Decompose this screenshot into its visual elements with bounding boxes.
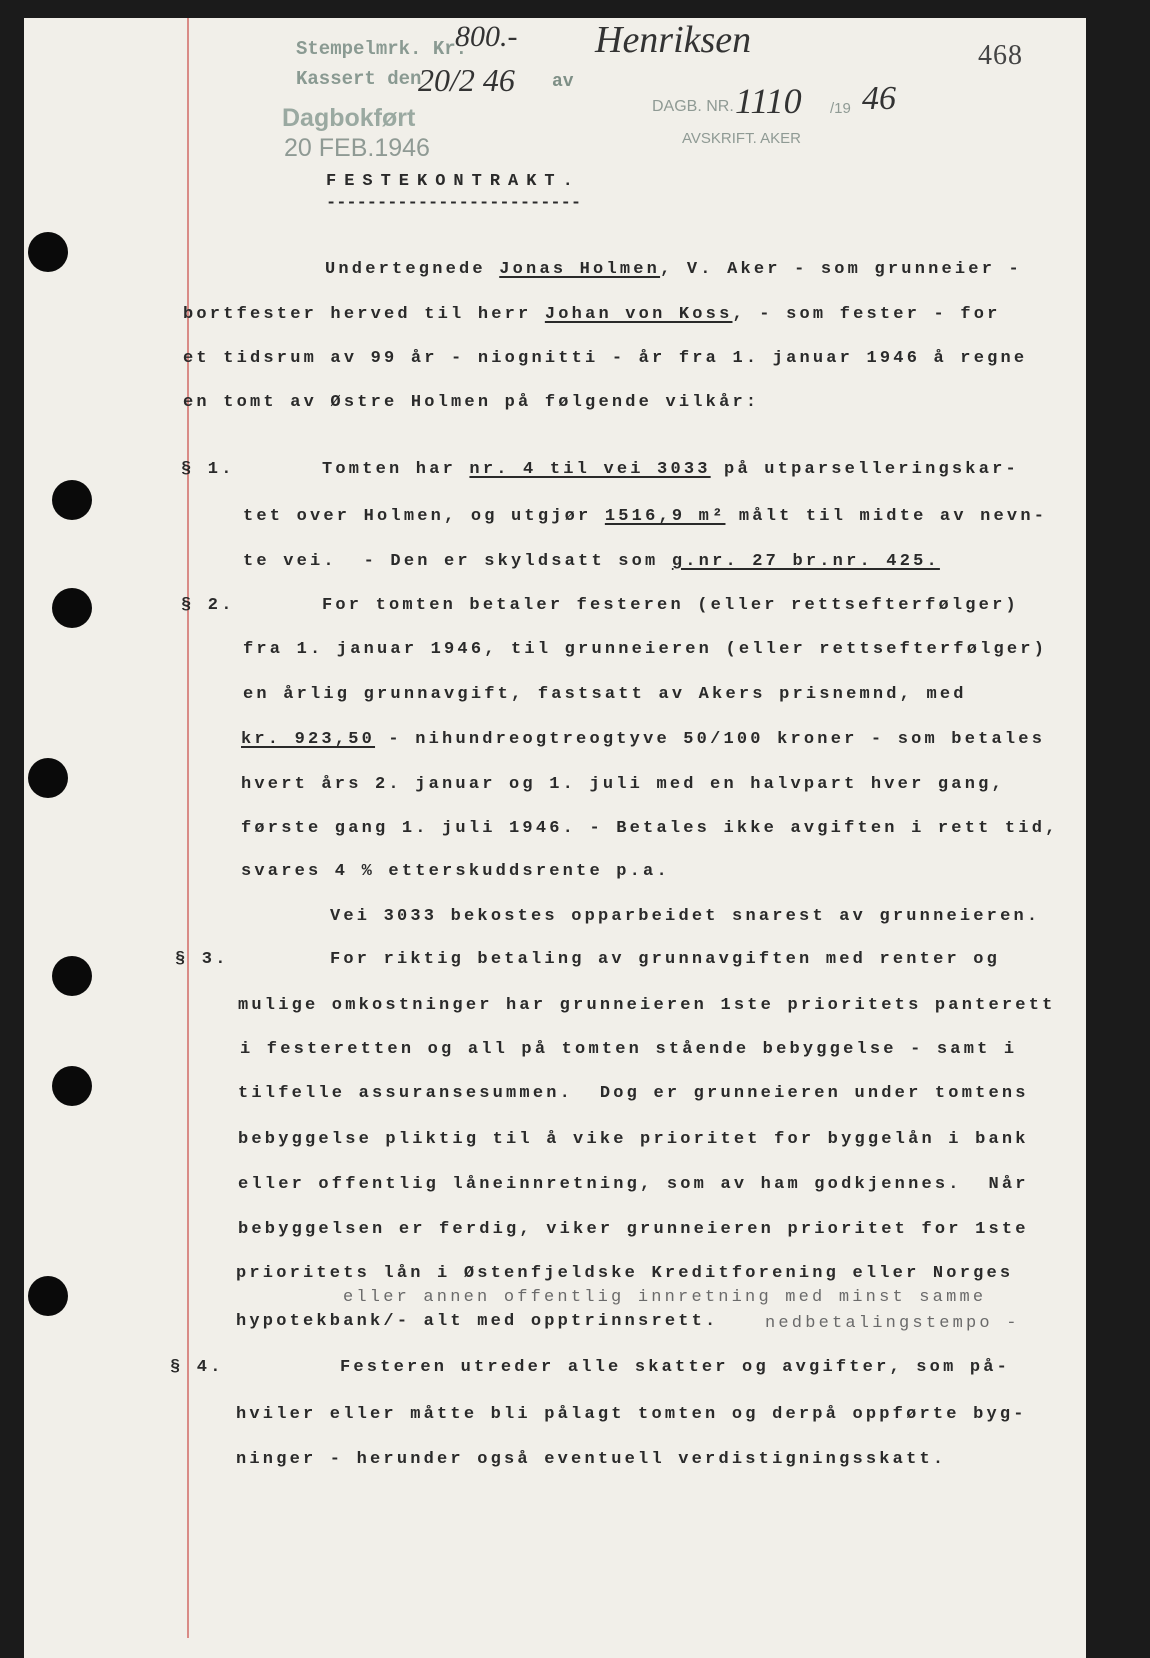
punch-hole [52, 588, 92, 628]
section-line: kr. 923,50 - nihundreogtreogtyve 50/100 kroner - som betales [241, 730, 1046, 749]
intro-line: Undertegnede Jonas Holmen, V. Aker - som grunneier - [325, 260, 1022, 279]
section-number: § 4. [170, 1358, 224, 1377]
section-line: Vei 3033 bekostes opparbeidet snarest av grunneieren. [330, 907, 1041, 926]
handwritten-amount: 800.- [455, 20, 518, 53]
section-line: fra 1. januar 1946, til grunneieren (eller rettsefterfølger) [243, 640, 1048, 659]
dagb-year-prefix: /19 [830, 100, 851, 117]
section-line: ninger - herunder også eventuell verdistigningsskatt. [236, 1450, 947, 1469]
section-line: bebyggelsen er ferdig, viker grunneieren prioritet for 1ste [238, 1220, 1029, 1239]
section-line: For tomten betaler festeren (eller rettsefterfølger) [322, 596, 1019, 615]
handwritten-dagb-year: 46 [862, 80, 896, 117]
section-line: tilfelle assuransesummen. Dog er grunneieren under tomtens [238, 1084, 1029, 1103]
punch-hole [28, 1276, 68, 1316]
intro-line: en tomt av Østre Holmen på følgende vilkår: [183, 393, 760, 412]
stamp-dagbokfort: Dagbokført [282, 104, 416, 132]
document-title: FESTEKONTRAKT. [326, 172, 581, 191]
inserted-line: nedbetalingstempo - [765, 1314, 1020, 1333]
stamp-initials: av [552, 72, 574, 92]
handwritten-dagb-number: 1110 [735, 81, 802, 121]
dagb-label: DAGB. NR. [652, 98, 734, 115]
stamp-kassert: Kassert den [296, 68, 422, 90]
section-line: Festeren utreder alle skatter og avgifter, som på- [340, 1358, 1011, 1377]
section-line: en årlig grunnavgift, fastsatt av Akers prisnemnd, med [243, 685, 967, 704]
section-line: svares 4 % etterskuddsrente p.a. [241, 862, 670, 881]
section-line: i festeretten og all på tomten stående bebyggelse - samt i [240, 1040, 1018, 1059]
stamp-avskrift: AVSKRIFT. AKER [682, 130, 801, 147]
handwritten-date: 20/2 46 [418, 62, 515, 98]
punch-hole [52, 480, 92, 520]
section-line: prioritets lån i Østenfjeldske Kreditforening eller Norges [236, 1264, 1014, 1283]
punch-hole [52, 1066, 92, 1106]
punch-hole [52, 956, 92, 996]
section-line: Tomten har nr. 4 til vei 3033 på utparselleringskar- [322, 460, 1019, 479]
section-line: hypotekbank/- alt med opptrinnsrett. [236, 1312, 719, 1331]
section-line: bebyggelse pliktig til å vike prioritet for byggelån i bank [238, 1130, 1029, 1149]
section-number: § 2. [181, 596, 235, 615]
section-line: eller offentlig låneinnretning, som av ham godkjennes. Når [238, 1175, 1029, 1194]
section-number: § 1. [181, 460, 235, 479]
punch-hole [28, 758, 68, 798]
section-line: tet over Holmen, og utgjør 1516,9 m² målt til midte av nevn- [243, 507, 1048, 526]
handwritten-signature: Henriksen [595, 19, 752, 61]
section-line: For riktig betaling av grunnavgiften med renter og [330, 950, 1001, 969]
section-line: første gang 1. juli 1946. - Betales ikke avgiften i rett tid, [241, 819, 1059, 838]
section-line: hvert års 2. januar og 1. juli med en halvpart hver gang, [241, 775, 1005, 794]
section-line: mulige omkostninger har grunneieren 1ste prioritets panterett [238, 996, 1056, 1015]
stamp-stempelmerke: Stempelmrk. Kr. [296, 38, 468, 60]
title-rule: ------------------------- [326, 194, 582, 213]
margin-line [187, 18, 189, 1638]
section-number: § 3. [175, 950, 229, 969]
stamp-date: 20 FEB.1946 [284, 134, 430, 162]
section-line: te vei. - Den er skyldsatt som g.nr. 27 br.nr. 425. [243, 552, 940, 571]
intro-line: bortfester herved til herr Johan von Koss, - som fester - for [183, 305, 1001, 324]
section-line: hviler eller måtte bli pålagt tomten og derpå oppførte byg- [236, 1405, 1027, 1424]
punch-hole [28, 232, 68, 272]
intro-line: et tidsrum av 99 år - niognitti - år fra 1. januar 1946 å regne [183, 349, 1028, 368]
page-number: 468 [978, 40, 1023, 71]
inserted-line: eller annen offentlig innretning med minst samme [343, 1288, 987, 1307]
